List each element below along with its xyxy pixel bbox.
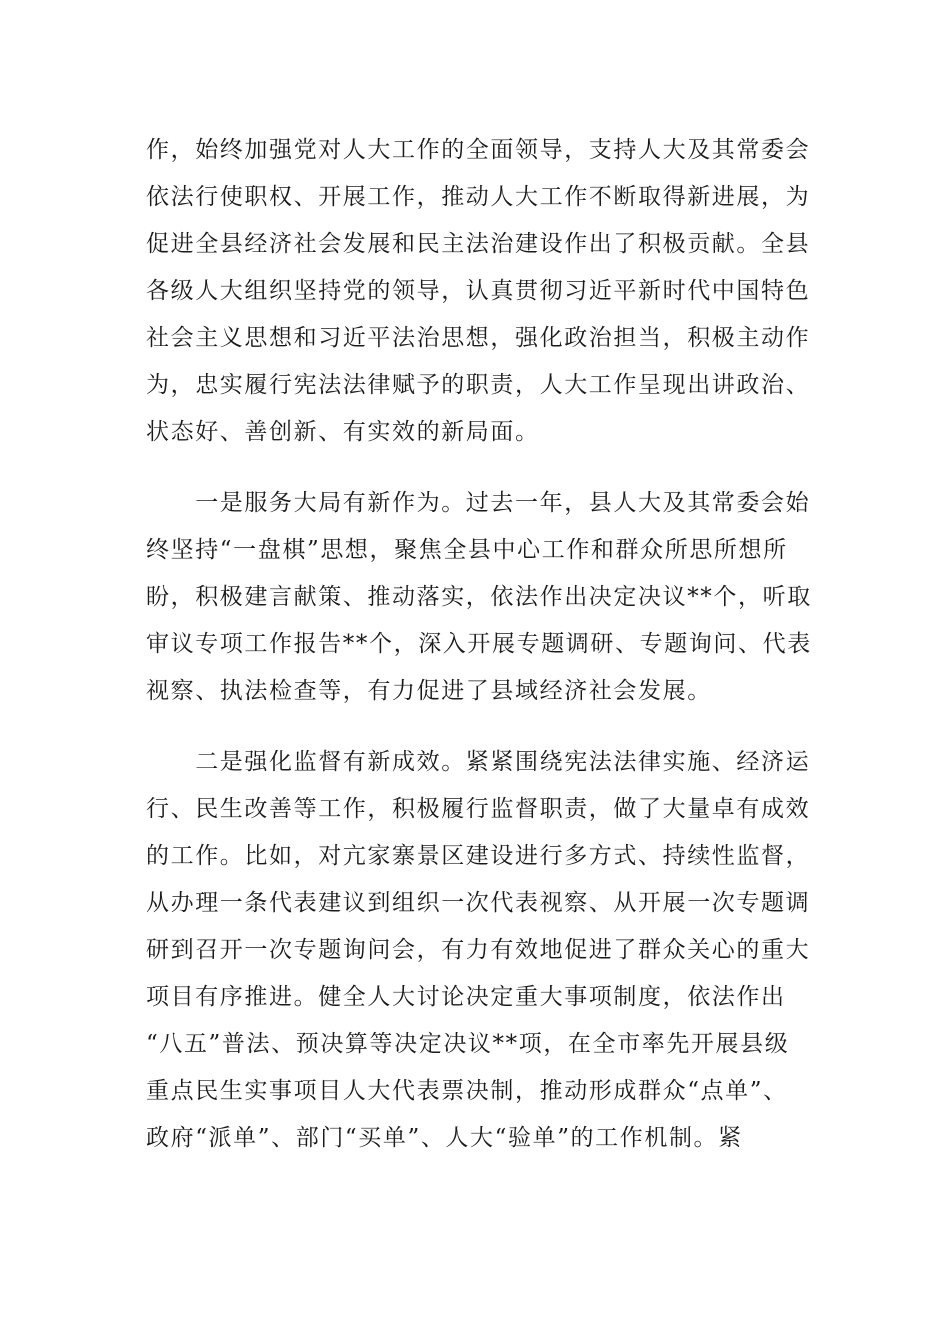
text-line: 依法行使职权、开展工作，推动人大工作不断取得新进展，为 [146, 184, 811, 210]
text-line: 视察、执法检查等，有力促进了县域经济社会发展。 [146, 678, 712, 704]
text-line: 的工作。比如，对亢家寨景区建设进行多方式、持续性监督， [146, 843, 811, 869]
paragraph-1 [146, 127, 811, 456]
paragraph-gap [146, 715, 796, 739]
text-line: 审议专项工作报告**个，深入开展专题调研、专题询问、代表 [146, 631, 812, 657]
text-line: 作，始终加强党对人大工作的全面领导，支持人大及其常委会 [146, 137, 811, 163]
text-line: 一是服务大局有新作为。过去一年，县人大及其常委会始 [146, 490, 811, 516]
text-line: 社会主义思想和习近平法治思想，强化政治担当，积极主动作 [146, 325, 811, 351]
text-line: 行、民生改善等工作，积极履行监督职责，做了大量卓有成效 [146, 796, 811, 822]
text-line: 从办理一条代表建议到组织一次代表视察、从开展一次专题调 [146, 890, 811, 916]
document-body [146, 127, 812, 1162]
text-line: 盼，积极建言献策、推动落实，依法作出决定决议**个，听取 [146, 584, 812, 610]
text-line: 政府“派单”、部门“买单”、人大“验单”的工作机制。紧 [146, 1125, 743, 1151]
text-line: 二是强化监督有新成效。紧紧围绕宪法法律实施、经济运 [146, 749, 811, 775]
text-line: 状态好、善创新、有实效的新局面。 [146, 419, 540, 445]
text-line: 终坚持“一盘棋”思想，聚焦全县中心工作和群众所思所想所 [146, 537, 788, 563]
text-line: 促进全县经济社会发展和民主法治建设作出了积极贡献。全县 [146, 231, 811, 257]
text-line: 项目有序推进。健全人大讨论决定重大事项制度，依法作出 [146, 984, 786, 1010]
paragraph-gap [146, 456, 796, 480]
text-line: 重点民生实事项目人大代表票决制，推动形成群众“点单”、 [146, 1078, 788, 1104]
paragraph-2 [146, 480, 812, 715]
text-line: “八五”普法、预决算等决定决议**项，在全市率先开展县级 [146, 1031, 790, 1057]
text-line: 各级人大组织坚持党的领导，认真贯彻习近平新时代中国特色 [146, 278, 811, 304]
text-line: 为，忠实履行宪法法律赋予的职责，人大工作呈现出讲政治、 [146, 372, 811, 398]
text-line: 研到召开一次专题询问会，有力有效地促进了群众关心的重大 [146, 937, 811, 963]
paragraph-3 [146, 739, 811, 1162]
